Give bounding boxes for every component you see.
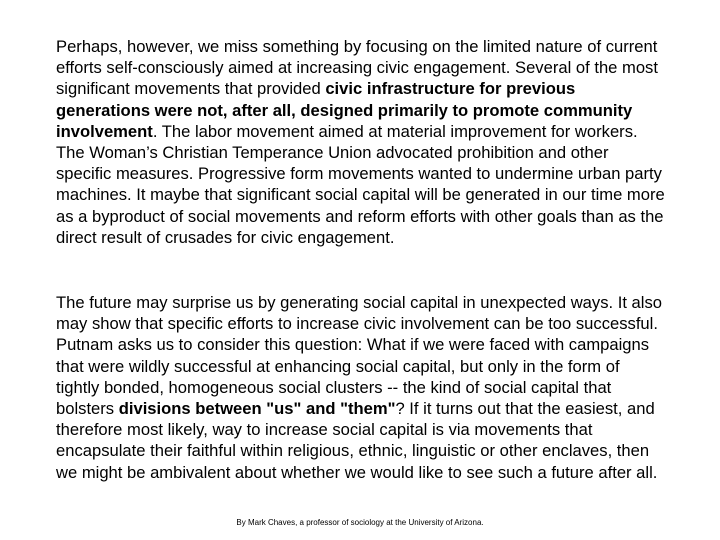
paragraph-1-intro: Perhaps, however, we miss something by focusing on the limited nature of current efforts self-consciously aimed at increasing civic engagement. Several of the most significant movements that provided [56, 37, 658, 99]
paragraph-1-emphasis: civic infrastructure for previous generations were not, after all, designed primarily to promote community involvement [56, 79, 633, 141]
paragraph-2-intro: The future may surprise us by generating social capital in unexpected ways. It also may show that specific efforts to increase civic involvement can be too successful. Putnam asks us to consider this question: What if we were faced with campaigns that were wildly successful at enhancing social capital, but only in the form of tightly bonded, homogeneous social clusters -- the kind of social capital that bolsters [56, 293, 662, 419]
paragraph-1-rest: . The labor movement aimed at material improvement for workers. The Woman’s Christian Temperance Union advocated prohibition and other specific measures. Progressive form movements wanted to undermine urban party machines. It maybe that significant social capital will be generated in our time more as a byproduct of social movements and reform efforts with other goals than as the direct result of crusades for civic engagement. [56, 121, 665, 247]
author-caption: By Mark Chaves, a professor of sociology at the University of Arizona. [236, 518, 484, 527]
paragraph-2-emphasis: divisions between "us" and "them" [118, 399, 396, 419]
paragraph-1 [56, 36, 666, 248]
paragraph-2-rest: ? If it turns out that the easiest, and therefore most likely, way to increase social capital is via movements that encapsulate their faithful within religious, ethnic, linguistic or other enclaves, then we might be ambivalent about whether we would like to see such a future after all. [56, 399, 658, 482]
paragraph-2 [56, 292, 666, 483]
